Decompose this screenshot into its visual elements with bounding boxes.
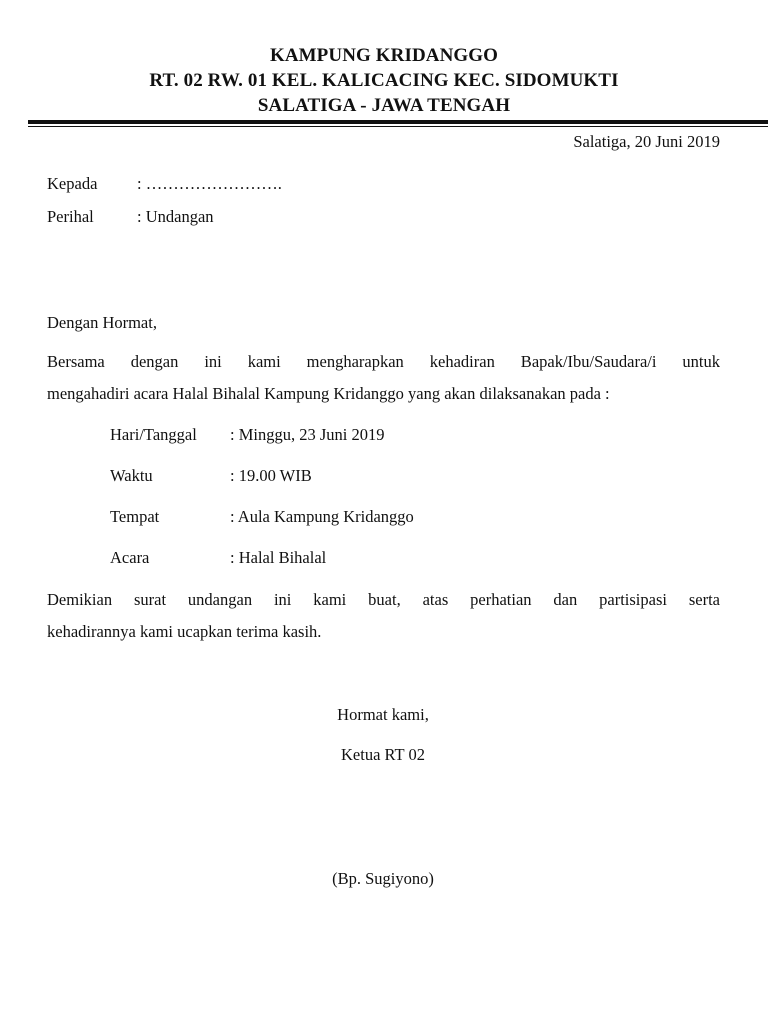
detail-date-value: : Minggu, 23 Juni 2019	[230, 425, 385, 444]
letterhead	[0, 43, 768, 118]
letterhead-divider-thin	[28, 126, 768, 127]
closing-paragraph-line-1: Demikian surat undangan ini kami buat, atas perhatian dan partisipasi serta	[47, 590, 720, 609]
signature-title: Ketua RT 02	[341, 745, 425, 764]
detail-event-value: : Halal Bihalal	[230, 548, 327, 567]
subject-value: : Undangan	[137, 207, 214, 226]
detail-date-label: Hari/Tanggal	[110, 425, 197, 444]
intro-paragraph-line-1: Bersama dengan ini kami mengharapkan kehadiran Bapak/Ibu/Saudara/i untuk	[47, 352, 720, 371]
detail-place-value: : Aula Kampung Kridanggo	[230, 507, 414, 526]
salutation: Dengan Hormat,	[47, 313, 157, 332]
letter-date: Salatiga, 20 Juni 2019	[573, 132, 720, 151]
detail-time-label: Waktu	[110, 466, 153, 485]
letterhead-village: KAMPUNG KRIDANGGO	[269, 45, 499, 66]
signature-greeting: Hormat kami,	[337, 705, 429, 724]
recipient-label: Kepada	[47, 174, 98, 193]
letterhead-address: RT. 02 RW. 01 KEL. KALICACING KEC. SIDOMUKTI	[149, 70, 619, 91]
letterhead-region: SALATIGA - JAWA TENGAH	[257, 95, 511, 116]
subject-label: Perihal	[47, 207, 94, 226]
intro-paragraph-line-2: mengahadiri acara Halal Bihalal Kampung Kridanggo yang akan dilaksanakan pada :	[47, 384, 610, 403]
letterhead-divider-thick	[28, 120, 768, 124]
closing-paragraph-line-2: kehadirannya kami ucapkan terima kasih.	[47, 622, 322, 641]
detail-time-value: : 19.00 WIB	[230, 466, 312, 485]
signature-name: (Bp. Sugiyono)	[332, 869, 434, 888]
detail-place-label: Tempat	[110, 507, 160, 526]
recipient-value: : …………………….	[137, 174, 282, 193]
detail-event-label: Acara	[110, 548, 150, 567]
